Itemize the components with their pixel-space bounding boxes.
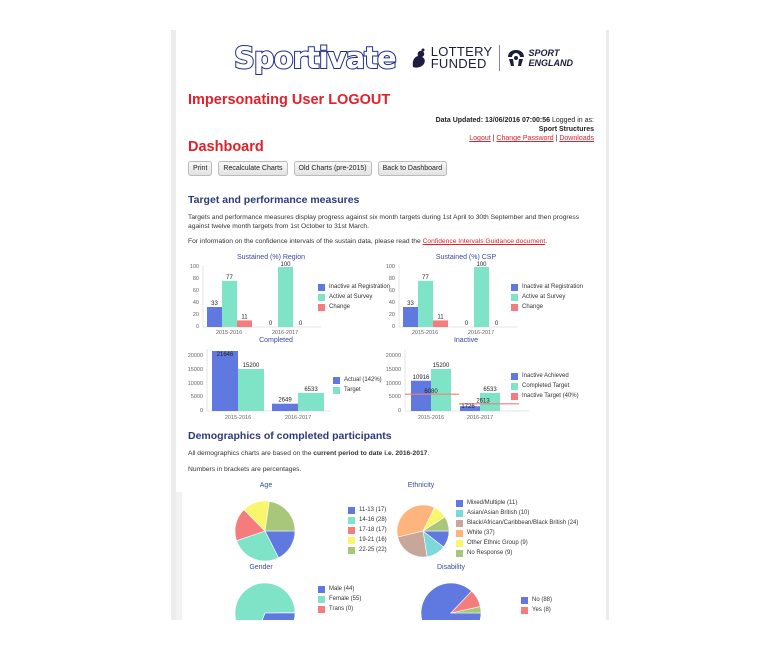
pie-chart [381,480,461,570]
bar-chart [381,252,521,337]
svg-text:100: 100 [189,264,199,270]
svg-text:15000: 15000 [385,367,401,373]
legend-label: Change [329,304,351,310]
svg-text:21646: 21646 [216,352,234,358]
legend-swatch [318,294,325,301]
svg-text:77: 77 [226,275,233,281]
bar-chart [381,335,531,423]
svg-text:2016-2017: 2016-2017 [271,330,299,336]
change-password-link[interactable]: Change Password [496,135,554,142]
svg-text:2015-2016: 2015-2016 [411,330,439,336]
sportivate-logo: Sportivate [234,41,396,75]
svg-text:33: 33 [407,301,414,307]
svg-text:2016-2017: 2016-2017 [466,415,494,421]
legend-label: Asian/Asian British (10) [467,510,530,516]
legend-swatch [456,520,463,527]
downloads-link[interactable]: Downloads [559,135,594,142]
svg-text:0: 0 [464,321,469,327]
chart-legend [456,498,578,558]
england-text: ENGLAND [528,58,574,68]
logged-in-user: Sport Structures [538,126,594,133]
targets-description: Targets and performance measures display progress against six month targets during 1st April to 30th September and then progress against twelve month targets from 1st October to 31st March. [188,214,580,230]
svg-text:2016-2017: 2016-2017 [284,415,312,421]
legend-swatch [318,596,325,603]
chart-inactive [381,335,606,423]
header-logos [234,38,573,78]
funded-text: FUNDED [430,56,487,71]
logged-in-label: Logged in as: [551,117,594,124]
data-updated-value: 13/06/2016 07:00:56 [485,117,550,124]
legend-swatch [348,537,355,544]
page-frame [171,30,609,620]
demographics-text: All demographics charts are based on the [188,450,314,457]
sport-text: SPORT [528,48,560,58]
svg-text:15200: 15200 [242,363,260,369]
chart-title: Gender [249,564,273,571]
chart-title: Ethnicity [407,482,435,489]
legend-swatch [333,387,340,394]
legend-label: Other Ethnic Group (9) [467,540,528,546]
old-charts-button[interactable]: Old Charts (pre-2015) [294,161,372,176]
legend-swatch [318,304,325,311]
percentages-note: Numbers in brackets are percentages. [188,466,302,473]
legend-swatch [318,606,325,613]
svg-text:20000: 20000 [187,353,203,359]
chart-title: Inactive [453,337,479,344]
legend-swatch [456,500,463,507]
legend-label: Active at Survey [329,294,373,300]
svg-text:6533: 6533 [483,387,497,393]
chart-title: Completed [259,337,293,344]
chart-title: Age [259,482,273,489]
svg-text:100: 100 [280,262,291,268]
toolbar [188,161,447,176]
svg-text:5000: 5000 [388,394,401,400]
chart-sustained-region [181,252,391,337]
page-title: Dashboard [188,139,264,155]
legend-label: Inactive Achieved [522,373,569,379]
svg-text:10000: 10000 [385,381,401,387]
svg-text:33: 33 [211,301,218,307]
svg-text:0: 0 [397,408,401,414]
legend-label: Target [344,387,361,393]
svg-text:0: 0 [494,321,499,327]
legend-swatch [348,547,355,554]
legend-swatch [333,377,340,384]
chart-ethnicity [381,480,606,570]
pie-chart [181,562,321,620]
legend-swatch [511,294,518,301]
svg-text:20000: 20000 [385,353,401,359]
legend-label: 22-25 (22) [359,547,387,553]
logout-link[interactable]: Logout [469,135,491,142]
separator: | [492,135,495,142]
legend-swatch [511,393,518,400]
svg-text:60: 60 [192,288,199,294]
confidence-guidance-link[interactable]: Confidence Intervals Guidance document [422,238,546,245]
confidence-text: For information on the confidence intervals of the sustain data, please read the [188,238,423,245]
chart-gender [181,562,391,620]
legend-label: Male (44) [329,586,355,592]
chart-legend [521,595,552,615]
bar-chart [181,252,321,337]
legend-swatch [521,597,528,604]
pie-chart [181,480,321,570]
legend-label: Inactive at Registration [522,284,584,290]
svg-text:15000: 15000 [187,367,203,373]
legend-swatch [456,510,463,517]
legend-label: 17-18 (17) [359,527,387,533]
svg-text:2649: 2649 [278,397,292,404]
legend-label: Inactive at Registration [329,284,391,290]
chart-title: Sustained (%) CSP [435,254,497,261]
svg-text:2015-2016: 2015-2016 [215,330,243,336]
legend-swatch [456,540,463,547]
legend-label: Black/African/Caribbean/Black British (24) [467,520,579,526]
demographics-period: current period to date i.e. 2016-2017 [313,450,428,457]
legend-label: Inactive Target (40%) [522,393,579,399]
svg-text:0: 0 [391,324,395,330]
svg-text:40: 40 [192,300,199,306]
lottery-hand-icon [410,47,428,69]
separator: | [555,135,558,142]
legend-swatch [511,383,518,390]
svg-text:60: 60 [388,288,395,294]
legend-label: White (37) [467,530,495,536]
svg-text:20: 20 [192,312,199,318]
legend-swatch [521,607,528,614]
svg-text:0: 0 [195,324,199,330]
svg-text:0: 0 [199,408,203,414]
chart-disability [381,562,606,620]
legend-swatch [511,373,518,380]
legend-swatch [348,527,355,534]
pie-chart [381,562,521,620]
svg-text:2613: 2613 [476,398,490,405]
chart-completed [181,335,391,423]
svg-text:100: 100 [476,262,487,268]
lottery-funded-logo [410,46,493,70]
legend-label: Actual (142%) [344,377,382,383]
legend-swatch [511,284,518,291]
svg-text:5000: 5000 [190,394,203,400]
svg-text:40: 40 [388,300,395,306]
legend-swatch [456,530,463,537]
svg-text:0: 0 [298,321,303,327]
impersonating-logout-link[interactable]: Impersonating User LOGOUT [188,92,391,108]
sport-england-logo [506,48,574,68]
lottery-text: LOTTERY [430,44,493,59]
chart-legend [333,375,382,395]
recalculate-charts-button[interactable]: Recalculate Charts [218,161,287,176]
legend-swatch [318,586,325,593]
svg-text:20: 20 [388,312,395,318]
svg-text:2015-2016: 2015-2016 [224,415,252,421]
chart-legend [511,282,583,312]
legend-label: 11-13 (17) [359,507,387,513]
logo-divider [499,45,500,71]
chart-legend [318,282,390,312]
chart-sustained-csp [381,252,606,337]
svg-text:6080: 6080 [424,389,438,395]
legend-label: Active at Survey [522,294,566,300]
legend-label: 19-21 (16) [359,537,387,543]
legend-label: Completed Target [522,383,570,389]
legend-label: Female (55) [329,596,362,602]
svg-text:80: 80 [192,276,199,282]
svg-text:1726: 1726 [461,404,475,410]
legend-label: No (88) [532,597,553,603]
chart-title: Disability [436,564,465,571]
data-updated-label: Data Updated: [435,117,484,124]
bar-chart [181,335,331,423]
svg-text:2016-2017: 2016-2017 [467,330,495,336]
chart-age [181,480,391,570]
sport-england-icon [506,48,526,68]
svg-text:15200: 15200 [432,363,450,369]
period: . [427,450,430,457]
legend-label: 14-16 (28) [359,517,387,523]
legend-swatch [348,517,355,524]
back-to-dashboard-button[interactable]: Back to Dashboard [378,161,448,176]
svg-text:11: 11 [241,314,248,321]
targets-heading: Target and performance measures [188,194,360,206]
svg-text:11: 11 [437,314,444,321]
period: . [545,238,548,245]
confidence-info [188,237,600,246]
legend-label: Mixed/Multiple (11) [467,500,518,506]
chart-legend [318,584,361,614]
legend-label: No Response (9) [467,550,513,556]
legend-label: Trans (0) [329,606,354,612]
print-button[interactable]: Print [188,161,212,176]
legend-swatch [318,284,325,291]
svg-text:10916: 10916 [412,375,430,381]
demographics-note [188,449,600,458]
svg-text:10000: 10000 [187,381,203,387]
svg-text:80: 80 [388,276,395,282]
legend-swatch [511,304,518,311]
legend-swatch [348,507,355,514]
svg-text:2015-2016: 2015-2016 [417,415,445,421]
svg-text:0: 0 [268,321,273,327]
demographics-heading: Demographics of completed participants [188,430,392,442]
svg-text:6533: 6533 [304,387,318,393]
chart-legend [511,371,579,401]
session-info [436,116,594,143]
legend-swatch [456,550,463,557]
legend-label: Yes (8) [532,607,551,613]
svg-text:100: 100 [385,264,395,270]
legend-label: Change [522,304,544,310]
svg-text:77: 77 [422,275,429,281]
chart-title: Sustained (%) Region [236,254,306,261]
